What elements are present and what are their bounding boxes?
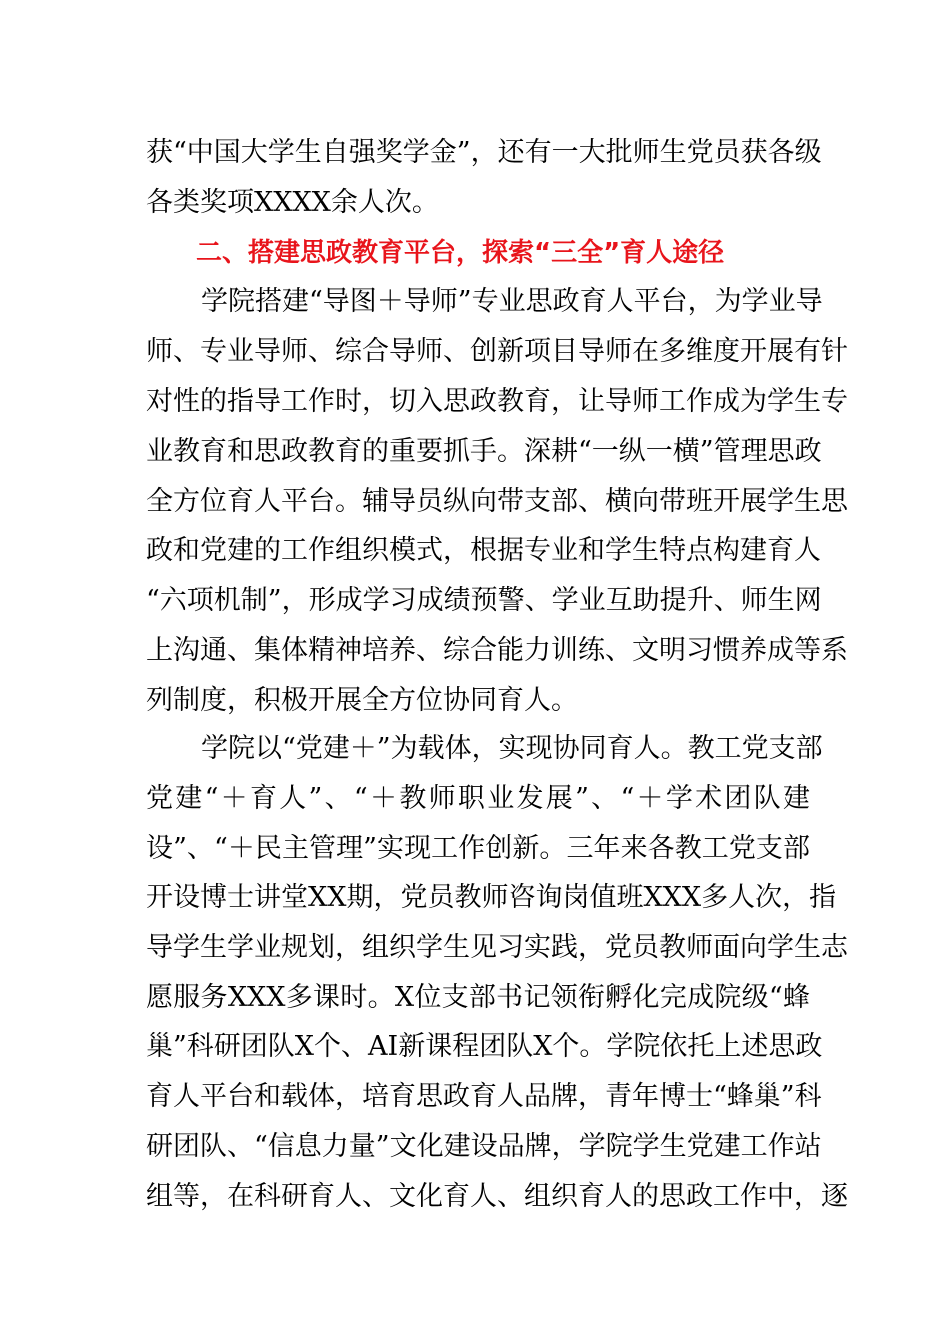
intro-line-2: 各类奖项XXXX余人次。: [146, 187, 439, 218]
paragraph1-line-1: 学院搭建“导图＋导师”专业思政育人平台，为学业导: [201, 286, 823, 317]
paragraph2-line-8: 育人平台和载体，培育思政育人品牌，青年博士“蜂巢”科: [146, 1081, 822, 1112]
paragraph2-line-4: 开设博士讲堂XX期，党员教师咨询岗值班XXX多人次，指: [146, 882, 837, 913]
paragraph1-line-7: “六项机制”，形成学习成绩预警、学业互助提升、师生网: [146, 585, 822, 616]
paragraph2-line-6: 愿服务XXX多课时。X位支部书记领衔孵化完成院级“蜂: [146, 982, 810, 1013]
paragraph1-line-6: 政和党建的工作组织模式，根据专业和学生特点构建育人: [146, 535, 821, 566]
paragraph1-line-9: 列制度，积极开展全方位协同育人。: [146, 685, 578, 716]
paragraph2-line-3: 设”、“＋民主管理”实现工作创新。三年来各教工党支部: [146, 833, 810, 864]
paragraph2-line-7: 巢”科研团队X个、AI新课程团队X个。学院依托上述思政: [146, 1031, 823, 1062]
paragraph1-line-2: 师、专业导师、综合导师、创新项目导师在多维度开展有针: [146, 336, 848, 367]
intro-line-1: 获“中国大学生自强奖学金”，还有一大批师生党员获各级: [146, 137, 822, 168]
paragraph1-line-8: 上沟通、集体精神培养、综合能力训练、文明习惯养成等系: [146, 635, 848, 666]
paragraph1-line-3: 对性的指导工作时，切入思政教育，让导师工作成为学生专: [146, 386, 848, 417]
paragraph2-line-9: 研团队、“信息力量”文化建设品牌，学院学生党建工作站: [146, 1131, 822, 1162]
paragraph2-line-2: 党建“＋育人”、“＋教师职业发展”、“＋学术团队建: [146, 783, 810, 814]
paragraph2-line-10: 组等，在科研育人、文化育人、组织育人的思政工作中，逐: [146, 1181, 848, 1212]
paragraph2-line-1: 学院以“党建＋”为载体，实现协同育人。教工党支部: [201, 733, 823, 764]
section-heading: 二、搭建思政教育平台，探索“三全”育人途径: [196, 238, 725, 268]
paragraph1-line-5: 全方位育人平台。辅导员纵向带支部、横向带班开展学生思: [146, 486, 848, 517]
paragraph2-line-5: 导学生学业规划，组织学生见习实践，党员教师面向学生志: [146, 932, 848, 963]
paragraph1-line-4: 业教育和思政教育的重要抓手。深耕“一纵一横”管理思政: [146, 436, 822, 467]
